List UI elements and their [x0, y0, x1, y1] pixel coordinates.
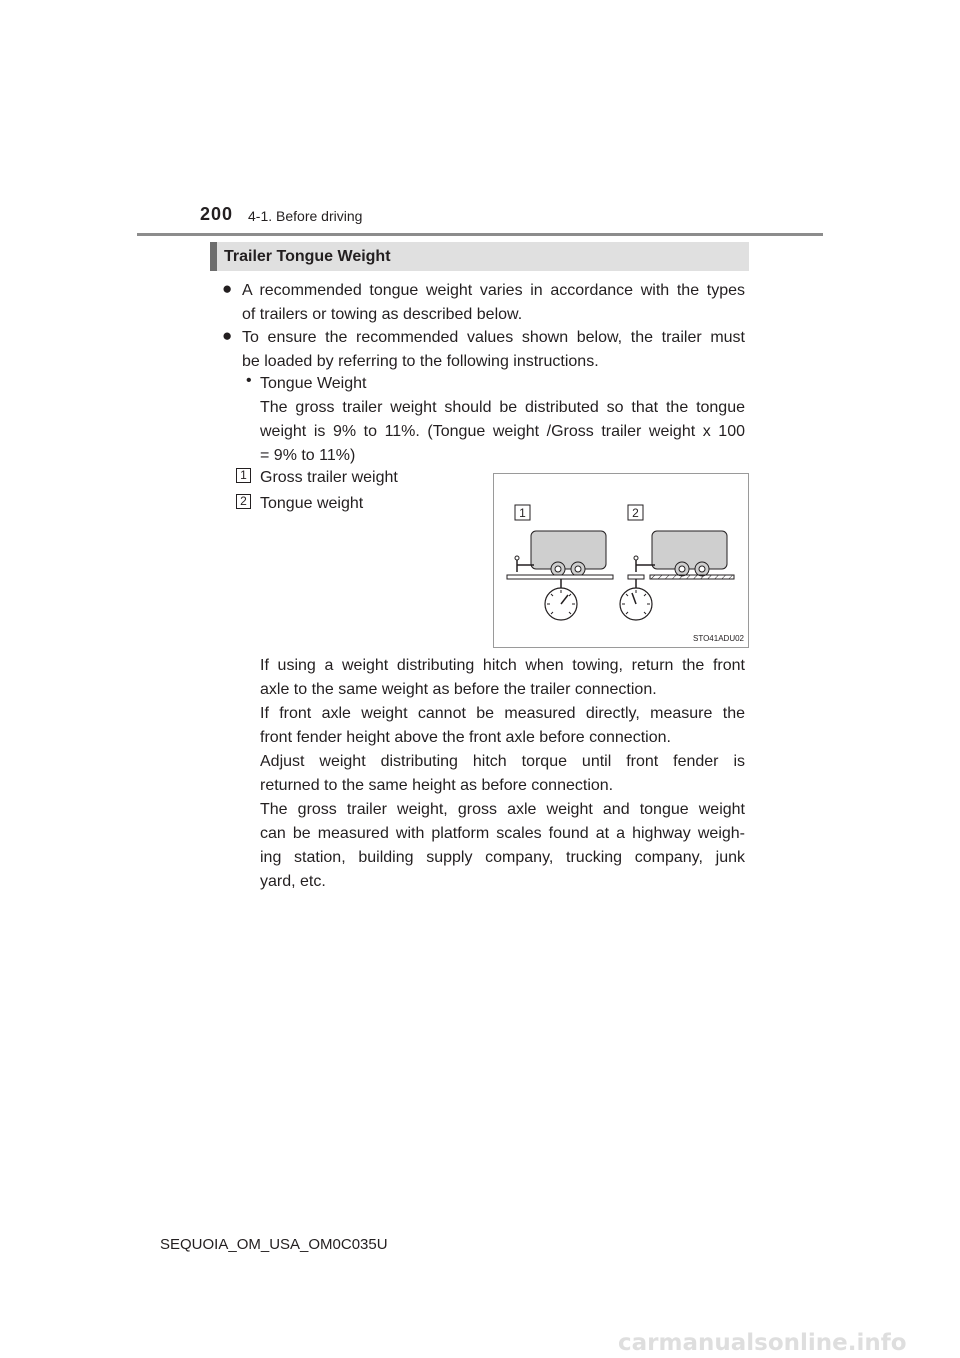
callout-label-tongue-weight: Tongue weight	[260, 495, 364, 512]
page-number: 200	[200, 204, 234, 224]
figure-marker-1-text: 1	[519, 506, 526, 520]
figure-marker-2-text: 2	[632, 506, 639, 520]
sub-bullet-line-3: = 9% to 11%)	[260, 447, 356, 464]
bullet-text-2	[242, 326, 745, 374]
sub-bullet-dot: •	[246, 372, 252, 389]
figure-code: STO41ADU02	[693, 634, 744, 643]
sub-bullet-body	[260, 396, 745, 468]
scale-gauge-left	[545, 588, 577, 620]
bullet-2-line-2: be loaded by referring to the following instructions.	[242, 353, 599, 370]
paragraph-3-line-2: returned to the same height as before connection.	[260, 777, 614, 794]
callout-number-2: 2	[236, 494, 251, 509]
trailer-weight-figure	[493, 473, 749, 648]
sub-bullet-line-1: The gross trailer weight should be distributed so that the tongue	[260, 399, 745, 416]
paragraph-scales	[260, 798, 745, 894]
paragraph-axle	[260, 702, 745, 750]
callout-label-gross-trailer-weight: Gross trailer weight	[260, 469, 398, 486]
bullet-dot: ●	[222, 279, 233, 298]
paragraph-4-line-2: can be measured with platform scales found at a highway weigh-	[260, 825, 745, 842]
ground-hatch	[650, 575, 734, 579]
paragraph-hitch	[260, 654, 745, 702]
document-code-footer: SEQUOIA_OM_USA_OM0C035U	[160, 1236, 388, 1253]
paragraph-3-line-1: Adjust weight distributing hitch torque until front fender is	[260, 753, 745, 770]
bullet-1-line-2: of trailers or towing as described below.	[242, 306, 523, 323]
callout-number-1: 1	[236, 468, 251, 483]
bullet-dot: ●	[222, 326, 233, 345]
bullet-text-1	[242, 279, 745, 327]
section-breadcrumb: 4-1. Before driving	[248, 208, 363, 224]
paragraph-1-line-1: If using a weight distributing hitch when towing, return the front	[260, 657, 745, 674]
watermark: carmanualsonline.info	[618, 1330, 907, 1356]
paragraph-torque	[260, 750, 745, 798]
paragraph-2-line-2: front fender height above the front axle before connection.	[260, 729, 671, 746]
scale-gauge-right	[620, 588, 652, 620]
header-divider	[137, 233, 823, 236]
trailer-scales-illustration	[494, 474, 748, 647]
paragraph-4-line-3: ing station, building supply company, trucking company, junk	[260, 849, 745, 866]
bullet-2-line-1: To ensure the recommended values shown below, the trailer must	[242, 329, 745, 346]
scale-platform-left	[507, 575, 613, 579]
section-title: Trailer Tongue Weight	[224, 248, 391, 265]
paragraph-4-line-4: yard, etc.	[260, 873, 326, 890]
figure-marker-1	[515, 505, 530, 520]
sub-bullet-title: Tongue Weight	[260, 375, 367, 392]
trailer-right	[634, 531, 727, 576]
bullet-1-line-1: A recommended tongue weight varies in accordance with the types	[242, 282, 745, 299]
trailer-left	[515, 531, 606, 576]
sub-bullet-line-2: weight is 9% to 11%. (Tongue weight /Gross trailer weight x 100	[260, 423, 745, 440]
scale-platform-right	[628, 575, 644, 579]
paragraph-1-line-2: axle to the same weight as before the trailer connection.	[260, 681, 657, 698]
paragraph-2-line-1: If front axle weight cannot be measured directly, measure the	[260, 705, 745, 722]
paragraph-4-line-1: The gross trailer weight, gross axle weight and tongue weight	[260, 801, 745, 818]
figure-marker-2	[628, 505, 643, 520]
